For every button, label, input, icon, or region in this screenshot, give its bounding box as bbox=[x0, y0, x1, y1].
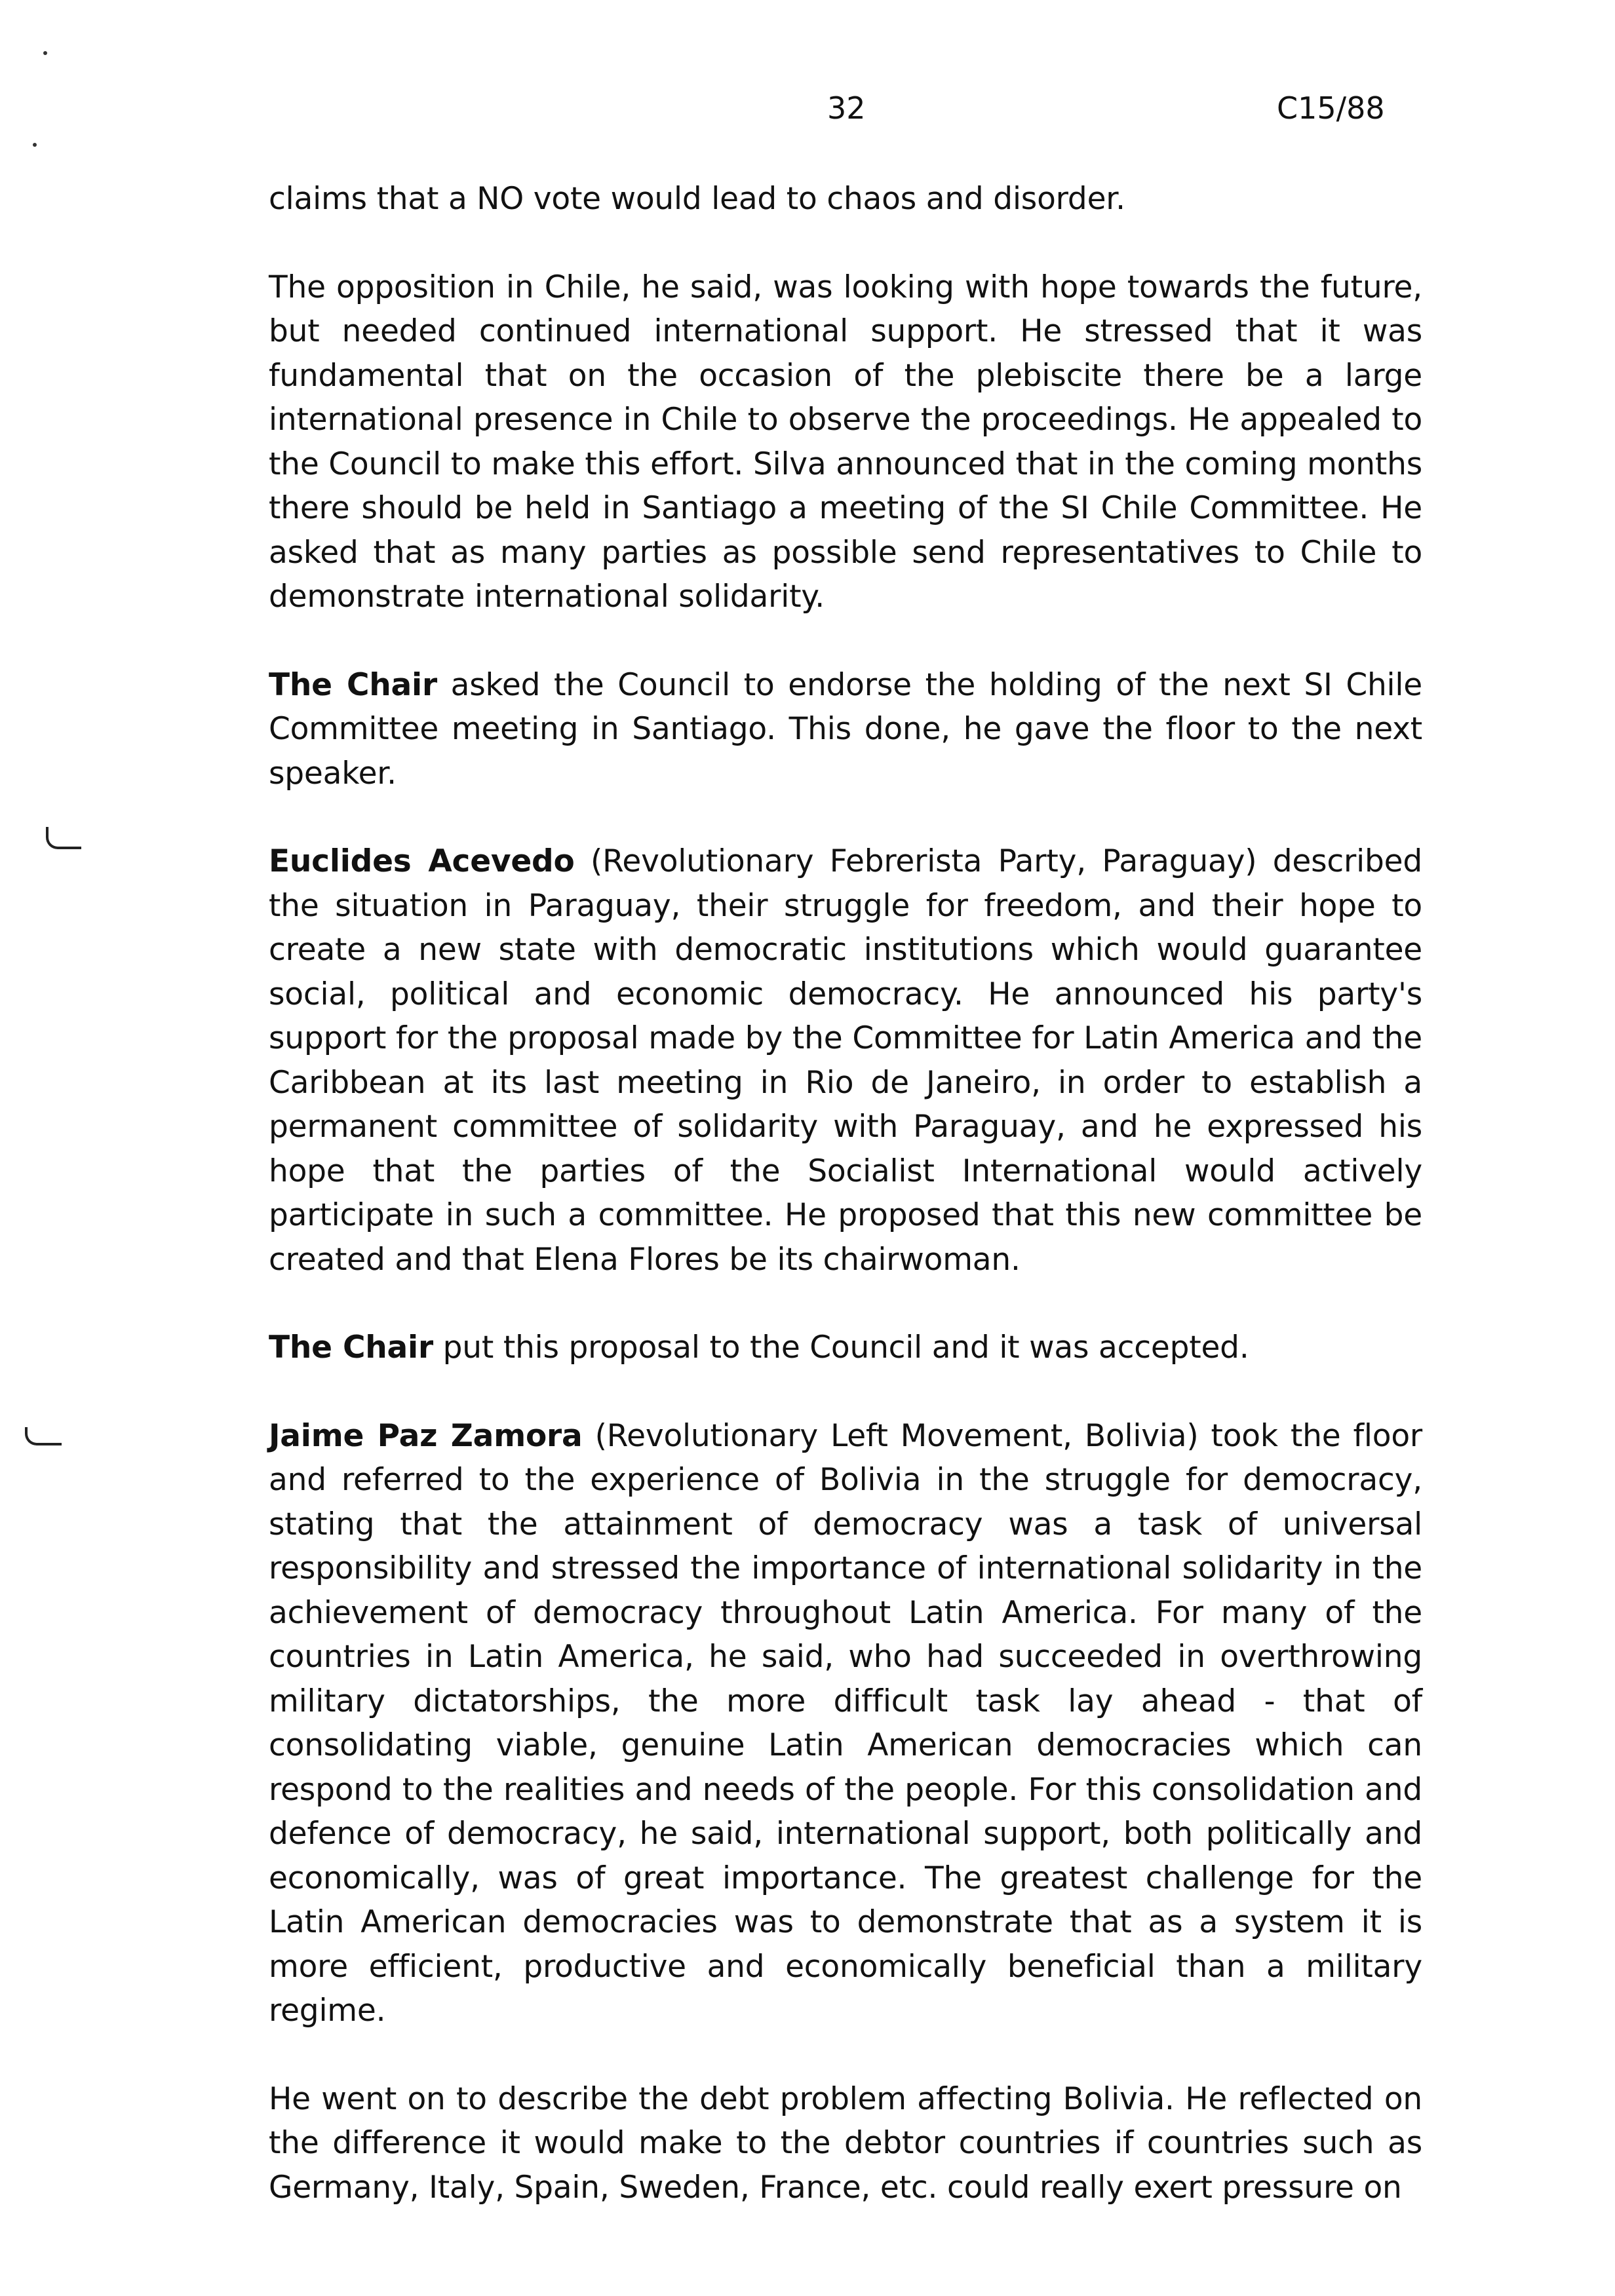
paragraph bbox=[269, 663, 1422, 796]
margin-mark bbox=[25, 1427, 62, 1445]
paragraph-text: put this proposal to the Council and it was accepted. bbox=[433, 1330, 1249, 1366]
paragraph bbox=[269, 1414, 1422, 2033]
paragraph-text: (Revolutionary Febrerista Party, Paraguay) described the situation in Paraguay, their struggle for freedom, and their hope to create a new state with democratic institutions which would guarantee social, political and economic democracy. He announced his party's support for the proposal made by the Committee for Latin America and the Caribbean at its last meeting in Rio de Janeiro, in order to establish a permanent committee of solidarity with Paraguay, and he expressed his hope that the parties of the Socialist International would actively participate in such a committee. He proposed that this new committee be created and that Elena Flores be its chairwoman. bbox=[269, 843, 1422, 1278]
speaker-name: The Chair bbox=[269, 1330, 433, 1366]
paragraph-text: claims that a NO vote would lead to chaos and disorder. bbox=[269, 181, 1125, 217]
paragraph bbox=[269, 265, 1422, 619]
speaker-name: Euclides Acevedo bbox=[269, 843, 575, 879]
paragraph bbox=[269, 839, 1422, 1282]
paragraph-text: asked the Council to endorse the holding of the next SI Chile Committee meeting in Santiago. This done, he gave the floor to the next speaker. bbox=[269, 666, 1422, 792]
speaker-name: The Chair bbox=[269, 666, 437, 703]
paragraph bbox=[269, 2077, 1422, 2210]
document-reference: C15/88 bbox=[1277, 90, 1385, 126]
speaker-name: Jaime Paz Zamora bbox=[269, 1417, 583, 1454]
scan-speck bbox=[43, 51, 47, 55]
paragraph bbox=[269, 1326, 1422, 1370]
body-text bbox=[269, 177, 1422, 2253]
paragraph bbox=[269, 177, 1422, 221]
paragraph-text: (Revolutionary Left Movement, Bolivia) took the floor and referred to the experience of Bolivia in the struggle for democracy, stating that the attainment of democracy was a task of universal responsibility and stressed the importance of international solidarity in the achievement of democracy throughout Latin America. For many of the countries in Latin America, he said, who had succeeded in overthrowing military dictatorships, the more difficult task lay ahead - that of consolidating viable, genuine Latin American democracies which can respond to the realities and needs of the people. For this consolidation and defence of democracy, he said, international support, both politically and economically, was of great importance. The greatest challenge for the Latin American democracies was to demonstrate that as a system it is more efficient, productive and economically beneficial than a military regime. bbox=[269, 1417, 1422, 2029]
paragraph-text: He went on to describe the debt problem affecting Bolivia. He reflected on the difference it would make to the debtor countries if countries such as Germany, Italy, Spain, Sweden, France, etc. could really exert pressure on bbox=[269, 2080, 1422, 2206]
paragraph-text: The opposition in Chile, he said, was looking with hope towards the future, but needed continued international support. He stressed that it was fundamental that on the occasion of the plebiscite there be a large international presence in Chile to observe the proceedings. He appealed to the Council to make this effort. Silva announced that in the coming months there should be held in Santiago a meeting of the SI Chile Committee. He asked that as many parties as possible send representatives to Chile to demonstrate international solidarity. bbox=[269, 269, 1422, 615]
scan-speck bbox=[33, 143, 37, 147]
margin-mark bbox=[46, 827, 81, 849]
page-number: 32 bbox=[827, 90, 866, 126]
